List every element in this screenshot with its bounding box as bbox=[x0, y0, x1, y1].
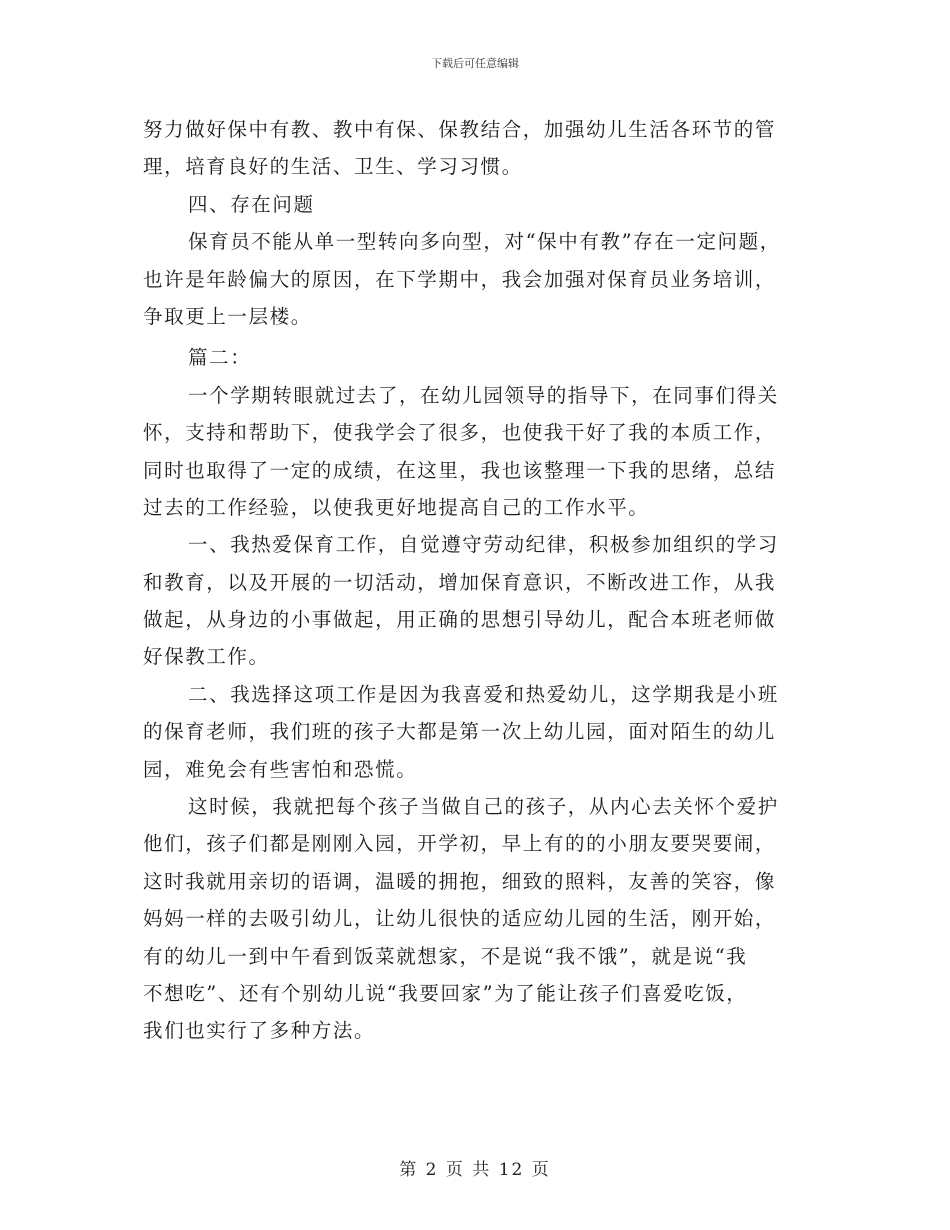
text-line: 同时也取得了一定的成绩，在这里，我也该整理一下我的思绪，总结 bbox=[143, 458, 777, 482]
section-heading: 四、存在问题 bbox=[188, 192, 315, 216]
section-heading: 篇二： bbox=[188, 346, 252, 370]
text-line: 怀，支持和帮助下，使我学会了很多，也使我干好了我的本质工作， bbox=[143, 421, 777, 445]
text-line: 好保教工作。 bbox=[143, 645, 270, 669]
paragraph-start: 这时候，我就把每个孩子当做自己的孩子，从内心去关怀个爱护 bbox=[188, 795, 779, 819]
paragraph-start: 保育员不能从单一型转向多向型，对“保中有教”存在一定问题， bbox=[188, 230, 781, 254]
text-line: 争取更上一层楼。 bbox=[143, 304, 312, 328]
document-body bbox=[143, 111, 808, 1050]
text-line: 努力做好保中有教、教中有保、保教结合，加强幼儿生活各环节的管 bbox=[143, 118, 777, 141]
text-line: 做起，从身边的小事做起，用正确的思想引导幼儿，配合本班老师做 bbox=[143, 608, 777, 632]
text-line: 过去的工作经验，以使我更好地提高自己的工作水平。 bbox=[143, 495, 650, 519]
text-line: 这时我就用亲切的语调，温暖的拥抱，细致的照料，友善的笑容，像 bbox=[143, 869, 777, 893]
text-line: 他们，孩子们都是刚刚入园，开学初，早上有的的小朋友要哭要闹， bbox=[143, 832, 777, 856]
page-header: 下载后可任意编辑 bbox=[431, 57, 519, 70]
text-line: 理，培育良好的生活、卫生、学习习惯。 bbox=[143, 155, 523, 179]
text-line: 园，难免会有些害怕和恐慌。 bbox=[143, 757, 418, 781]
text-line: 妈妈一样的去吸引幼儿，让幼儿很快的适应幼儿园的生活，刚开始， bbox=[143, 907, 777, 931]
paragraph-start: 一、我热爱保育工作，自觉遵守劳动纪律，积极参加组织的学习 bbox=[188, 533, 779, 557]
text-line: 的保育老师，我们班的孩子大都是第一次上幼儿园，面对陌生的幼儿 bbox=[143, 720, 777, 744]
paragraph-start: 二、我选择这项工作是因为我喜爱和热爱幼儿，这学期我是小班 bbox=[188, 682, 779, 706]
text-line: 有的幼儿一到中午看到饭菜就想家，不是说“我不饿”，就是说“我 bbox=[143, 944, 748, 968]
text-line: 也许是年龄偏大的原因，在下学期中，我会加强对保育员业务培训， bbox=[143, 267, 777, 291]
text-line: 和教育，以及开展的一切活动，增加保育意识，不断改进工作，从我 bbox=[143, 570, 777, 594]
text-line: 我们也实行了多种方法。 bbox=[143, 1019, 376, 1043]
text-line: 不想吃”、还有个别幼儿说“我要回家”为了能让孩子们喜爱吃饭， bbox=[143, 981, 748, 1005]
page-number-footer: 第 2 页 共 12 页 bbox=[399, 1160, 551, 1180]
paragraph-start: 一个学期转眼就过去了，在幼儿园领导的指导下，在同事们得关 bbox=[188, 383, 779, 407]
